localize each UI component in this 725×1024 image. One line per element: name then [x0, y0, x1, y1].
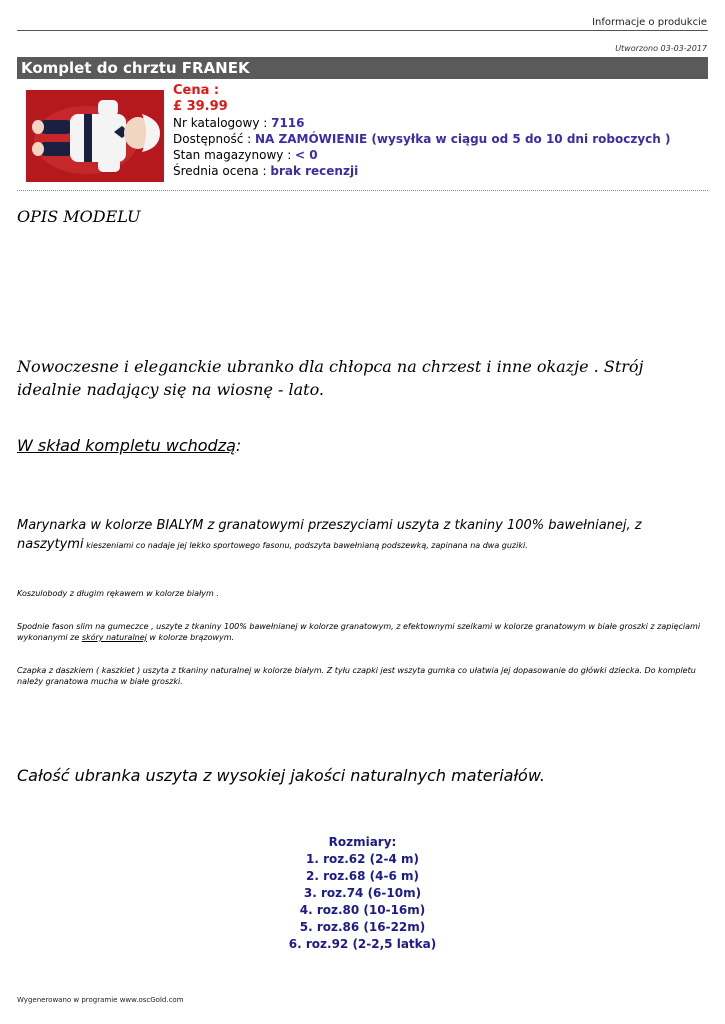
created-date: Utworzono 03-03-2017 [615, 44, 707, 53]
size-item: 2. roz.68 (4-6 m) [306, 869, 419, 883]
header-divider [17, 30, 708, 31]
size-item: 3. roz.74 (6-10m) [303, 886, 422, 900]
catalog-value: 7116 [271, 116, 305, 130]
title-bar [17, 57, 708, 79]
jacket-small-text: kieszeniami co nadaje jej lekko sportowego fasonu, podszyta bawełnianą podszewką, zapinana na dwa guziki. [83, 541, 528, 550]
sizes-list [0, 834, 725, 953]
sizes-heading: Rozmiary: [328, 835, 397, 849]
price-label: Cena : [173, 83, 220, 98]
trousers-text-b: w kolorze brązowym. [146, 633, 235, 642]
section-divider [17, 190, 708, 191]
baby-outfit-photo [26, 90, 164, 182]
rating-row [173, 163, 671, 179]
cap-description: Czapka z daszkiem ( kaszkiet ) uszyta z tkaniny naturalnej w kolorze białym. Z tyłu czapki jest wszyta gumka co ułatwia jej dopasowanie do główki dziecka. Do kompletu należy granatowa mucha w białe groszki. [17, 666, 696, 686]
availability-row [173, 131, 671, 147]
trousers-description [17, 621, 707, 643]
stock-row [173, 147, 671, 163]
trousers-text-a: Spodnie fason slim na gumeczce , uszyte z tkaniny 100% bawełnianej w kolorze granatowym, z efektownymi szelkami w kolorze granatowym w białe groszki z zapięciami wykonanymi ze [17, 622, 701, 642]
description-heading: OPIS MODELU [17, 207, 141, 226]
product-info [173, 83, 671, 179]
catalog-label: Nr katalogowy : [173, 116, 272, 130]
availability-label: Dostępność : [173, 132, 256, 146]
composition-heading-text: W skład kompletu wchodzą [17, 436, 236, 455]
size-item: 5. roz.86 (16-22m) [299, 920, 426, 934]
composition-heading-colon: : [235, 436, 242, 455]
leather-link[interactable]: skóry naturalnej [81, 633, 147, 642]
summary-text: Całość ubranka uszyta z wysokiej jakości naturalnych materiałów. [17, 766, 545, 785]
availability-value: NA ZAMÓWIENIE (wysyłka w ciągu od 5 do 10 dni roboczych ) [255, 132, 671, 146]
rating-value: brak recenzji [270, 164, 359, 178]
bodysuit-description: Koszulobody z długim rękawem w kolorze białym . [17, 589, 219, 598]
jacket-description [17, 516, 707, 555]
rating-label: Średnia ocena : [173, 164, 271, 178]
footer-text: Wygenerowano w programie www.oscGold.com [17, 996, 184, 1004]
price-value: £ 39.99 [173, 99, 228, 114]
size-item: 1. roz.62 (2-4 m) [306, 852, 419, 866]
catalog-row [173, 115, 671, 131]
size-item: 6. roz.92 (2-2,5 latka) [288, 937, 437, 951]
stock-label: Stan magazynowy : [173, 148, 296, 162]
composition-heading [17, 436, 241, 455]
product-title: Komplet do chrztu FRANEK [21, 59, 250, 77]
jacket-main-text: Marynarka w kolorze BIALYM z granatowymi przeszyciami uszyta z tkaniny 100% bawełnianej, z naszytymi [17, 518, 642, 552]
stock-value: < 0 [295, 148, 318, 162]
size-item: 4. roz.80 (10-16m) [299, 903, 426, 917]
product-image [26, 90, 164, 182]
description-intro: Nowoczesne i eleganckie ubranko dla chłopca na chrzest i inne okazje . Strój idealnie nadający się na wiosnę - lato. [17, 357, 644, 399]
header-label: Informacje o produkcie [592, 17, 707, 28]
